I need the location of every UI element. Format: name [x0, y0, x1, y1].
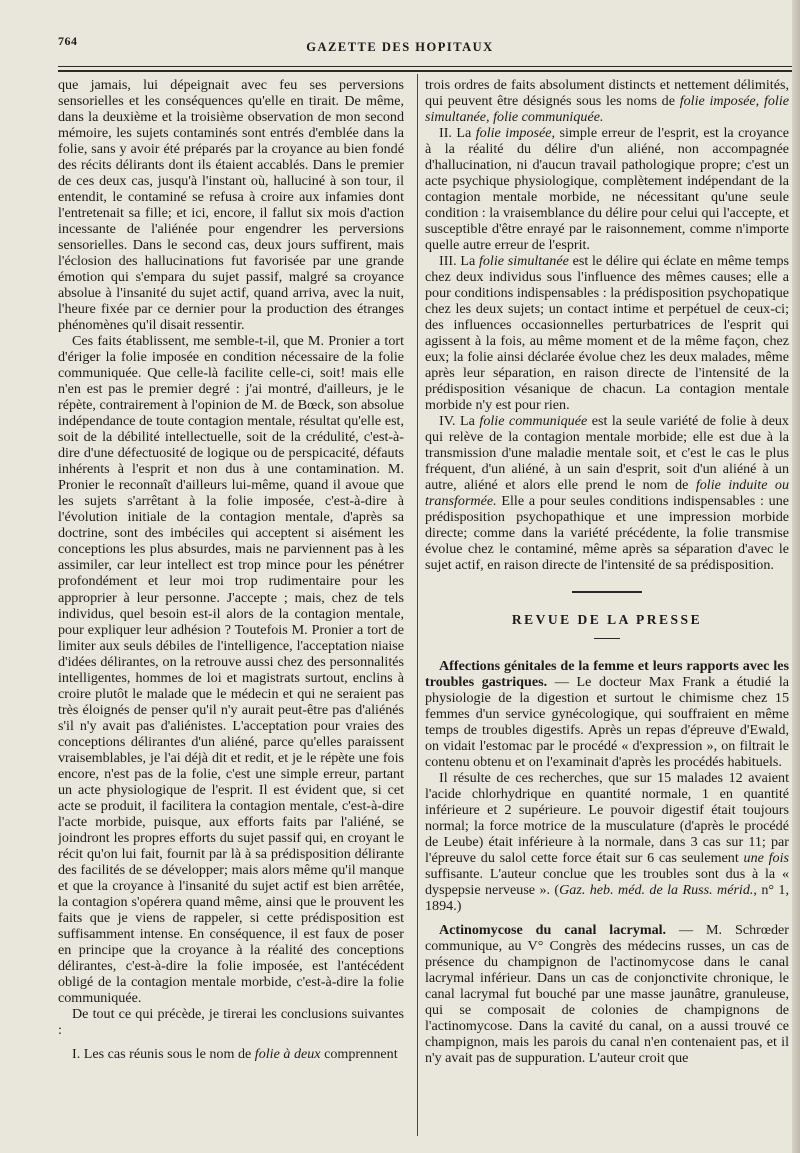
article-title: Affections génitales de la femme et leurs rapports avec les troubles gastriques.: [425, 657, 789, 690]
running-head: GAZETTE DES HOPITAUX: [306, 40, 494, 54]
article-title: Actinomycose du canal lacrymal.: [439, 921, 667, 938]
paragraph: Ces faits établissent, me semble-t-il, que M. Pronier a tort d'ériger la folie imposée en condition nécessaire de la folie communiquée. Que celle-là facilite celle-ci, soit! mais elle n'en est pas le premier degré : j'ai montré, d'ailleurs, je le répète, contrairement à l'opinion de M. de Bœck, son absolue indépendance de toute contagion mentale, résultat qu'elle est, soit de la débilité intellectuelle, soit de la crédulité, c'est-à-dire d'une défectuosité de logique ou de perspicacité, défauts inhérents à l'esprit et non dus à une contamination. M. Pronier le reconnaît d'ailleurs lui-même, quand il avoue que les sujets s'arrêtant à la folie imposée, c'est-à-dire à l'évolution initiale de la contagion mentale, d'après sa doctrine, sont des imbéciles qui acceptent si aisément les conceptions les plus absurdes, mais ne parviennent pas à les assimiler, car leur intellect est trop mince pour les pénétrer profondément et leur moi trop rudimentaire pour les approprier à leur personne. J'accepte ; mais, chez de tels individus, quel besoin est-il alors de la contagion mentale, pour expliquer leur adhésion ? Toutefois M. Pronier a tort de limiter aux seuls débiles de l'intelligence, l'acceptation niaise d'idées délirantes, on la retrouve aussi chez des personnalités intelligentes, hommes de loi et magistrats surtout, enclins à croire plutôt le malade que le médecin et qui ne seraient pas très éloignés de penser qu'il n'y aurait peut-être pas d'aliénés s'il n'y avait pas d'aliénistes. L'acceptation pour vraies des conceptions délirantes d'un aliéné, parce qu'elles paraissent vraisemblables, je l'ai déjà dit et redit, et je le répète une fois encore, n'est pas de la folie, c'est une simple erreur, partant un acte physiologique de l'esprit. Il est évident que, si cet acte se produit, il facilitera la contagion mentale, c'est-à-dire l'acte morbide, puisque, aux efforts faits par l'aliéné, se joindront les propres efforts du sujet passif qui, en croyant le récit qu'on lui fait, fournit par là à sa prédisposition délirante des facilités de se développer; mais alors même qu'il manque et que la croyance à l'insanité du sujet actif est bien arrêtée, la contagion s'opérera quand même, ainsi que le prouvent les faits que je viens de rappeler, si cette prédisposition est suffisamment intense. En conséquence, il est faux de poser en principe que la croyance à la réalité des conceptions délirantes, c'est-à-dire la folie imposée, est l'antécédent obligé de la contagion mentale morbide, c'est-à-dire la folie communiquée.: [58, 333, 404, 1006]
italic-term: folie à deux: [254, 1045, 321, 1062]
page-edge: [792, 0, 800, 1153]
conclusion-ii: [425, 125, 789, 253]
text-run: III. La: [439, 253, 479, 270]
paragraph: [425, 77, 789, 125]
italic-term: folie imposée, folie simultanée, folie communiquée.: [425, 93, 789, 126]
text-run: , n° 1, 1894.): [425, 881, 789, 914]
text-run: Elle a pour seules conditions indispensables : une prédisposition psychopathique et une impression morbide directe; comme dans la variété précédente, la folie transmise évolue chez le contaminé, même après sa séparation d'avec le sujet actif, en raison directe de l'intensité de sa prédisposition.: [425, 493, 789, 574]
ornament-rule: [572, 591, 642, 593]
paragraph: que jamais, lui dépeignait avec feu ses perversions sensorielles et les conséquences qu'elle en tirait. De même, dans la deuxième et la troisième observation de mon second mémoire, les sujets contaminés sont entrés d'emblée dans la folie, sans y avoir été préparés par la croyance au bien fondé des récits délirants dont ils étaient accablés. Dans le premier de ces deux cas, jusqu'à l'instant où, halluciné à son tour, il entendit, le contaminé se refusa à croire aux infamies dont l'entretenait sa fille; et ici, encore, il fallut six mois d'action incessante de l'aliénée pour engendrer les perversions sensorielles. Dans le second cas, deux jours suffirent, mais l'éclosion des hallucinations fut favorisée par une grande émotion qui s'empara du sujet passif, malgré sa croyance absolue à l'insanité du sujet actif, quand arriva, avec la nuit, l'heure fixée par ce dernier pour la production des étranges phénomènes qu'il disait ressentir.: [58, 77, 404, 334]
citation: Gaz. heb. méd. de la Russ. mérid.: [559, 881, 754, 898]
conclusion-iii: [425, 253, 789, 413]
text-run: est la seule variété de folie à deux qui relève de la contagion mentale morbide; elle est due à la transmission d'une maladie mentale soit, et c'est le cas le plus fréquent, d'un aliéné, à un sain d'esprit, soit d'un aliéné à un autre, aliéné et alors elle prend le nom de: [425, 413, 789, 494]
text-run: IV. La: [439, 413, 480, 430]
article-genital-affections: [425, 658, 789, 770]
text-run: I. Les cas réunis sous le nom de: [72, 1045, 255, 1062]
text-run: trois ordres de faits absolument distincts et nettement délimités, qui peuvent être désignés sous les noms de: [425, 77, 789, 110]
text-run: simple erreur de l'esprit, est la croyance à la réalité du délire d'un aliéné, non accompagnée d'hallucination, ni d'aucun travail pathologique propre; c'est un acte psychique physiologique, complètement indépendant de la contagion mentale morbide, ne nécessitant qu'une seule condition : la vraisemblance du délire pour celui qui l'accepte, et susceptible d'être enrayé par le raisonnement, comme n'importe quelle autre erreur de l'esprit.: [425, 125, 789, 254]
italic-term: folie communiquée: [479, 413, 588, 430]
text-run: II. La: [439, 125, 476, 142]
italic-term: folie simultanée: [478, 253, 569, 270]
left-column: [58, 77, 404, 1139]
header-rule: [58, 66, 792, 67]
paragraph: De tout ce qui précède, je tirerai les conclusions suivantes :: [58, 1005, 404, 1038]
paragraph: [425, 770, 789, 914]
article-actinomycosis: [425, 922, 789, 1066]
conclusion-iv: [425, 413, 789, 573]
italic-term: folie imposée,: [475, 125, 556, 142]
text-run: Il résulte de ces recherches, que sur 15 malades 12 avaient l'acide chlorhydrique en quantité normale, 1 en quantité inférieure et 2 supérieure. Le pouvoir digestif était toujours normal; la force motrice de la musculature (d'après le procédé de Leube) était inférieure à la normale, dans 3 cas sur 11; par l'épreuve du salol cette force était sur 6 cas seulement: [425, 769, 789, 866]
page-number: 764: [58, 34, 78, 48]
text-run: — Le docteur Max Frank a étudié la physiologie de la digestion et surtout le chimisme chez 15 femmes d'un service gynécologique, qui souffraient en même temps de troubles digestifs. Après un repas d'épreuve d'Ewald, on vidait l'estomac par le procédé « d'expression », on filtrait le contenu obtenu et on l'examinait d'après les procédés habituels.: [425, 673, 789, 770]
text-run: comprennent: [320, 1045, 398, 1062]
section-underline: [425, 630, 789, 646]
section-title: REVUE DE LA PRESSE: [511, 611, 703, 627]
column-divider: [417, 74, 418, 1136]
italic-term: folie induite ou transformée.: [425, 477, 789, 510]
conclusion-i: [58, 1046, 404, 1062]
header-rule-double: [58, 70, 792, 72]
text-run: suffisante. L'auteur conclue que les troubles sont dus à la « dyspepsie nerveuse ». (: [425, 865, 789, 898]
text-run: — M. Schrœder communique, au V° Congrès des médecins russes, un cas de présence du champignon de l'actinomycose dans le canal lacrymal inférieur. Dans un cas de conjonctivite chronique, le canal lacrymal fut bouché par une masse jaunâtre, granuleuse, qui se composait de colonies de champignons de l'actinomycose. Dans la cavité du canal, on a aussi trouvé ce champignon, mais les parois du canal n'en contenaient pas, et il n'y avait pas de suppuration. L'auteur croit que: [425, 921, 789, 1066]
italic-term: une fois: [743, 849, 789, 866]
text-run: est le délire qui éclate en même temps chez deux individus sous l'influence des mêmes causes; elle a pour conditions indispensables : la prédisposition psychopatique chez les deux sujets; un contact intime et perpétuel de ceux-ci; des influences occasionnelles perturbatrices de l'esprit qui agissent à la fois, au même moment et de la même façon, chez eux; la folie ainsi déclarée évolue chez les deux malades, même après leur séparation, en raison directe de l'intensité de la prédisposition vésanique de chacun. La contagion mentale morbide n'y est pour rien.: [425, 253, 789, 414]
short-rule: [594, 638, 620, 639]
right-column: [425, 77, 789, 1139]
section-separator: [425, 583, 789, 599]
